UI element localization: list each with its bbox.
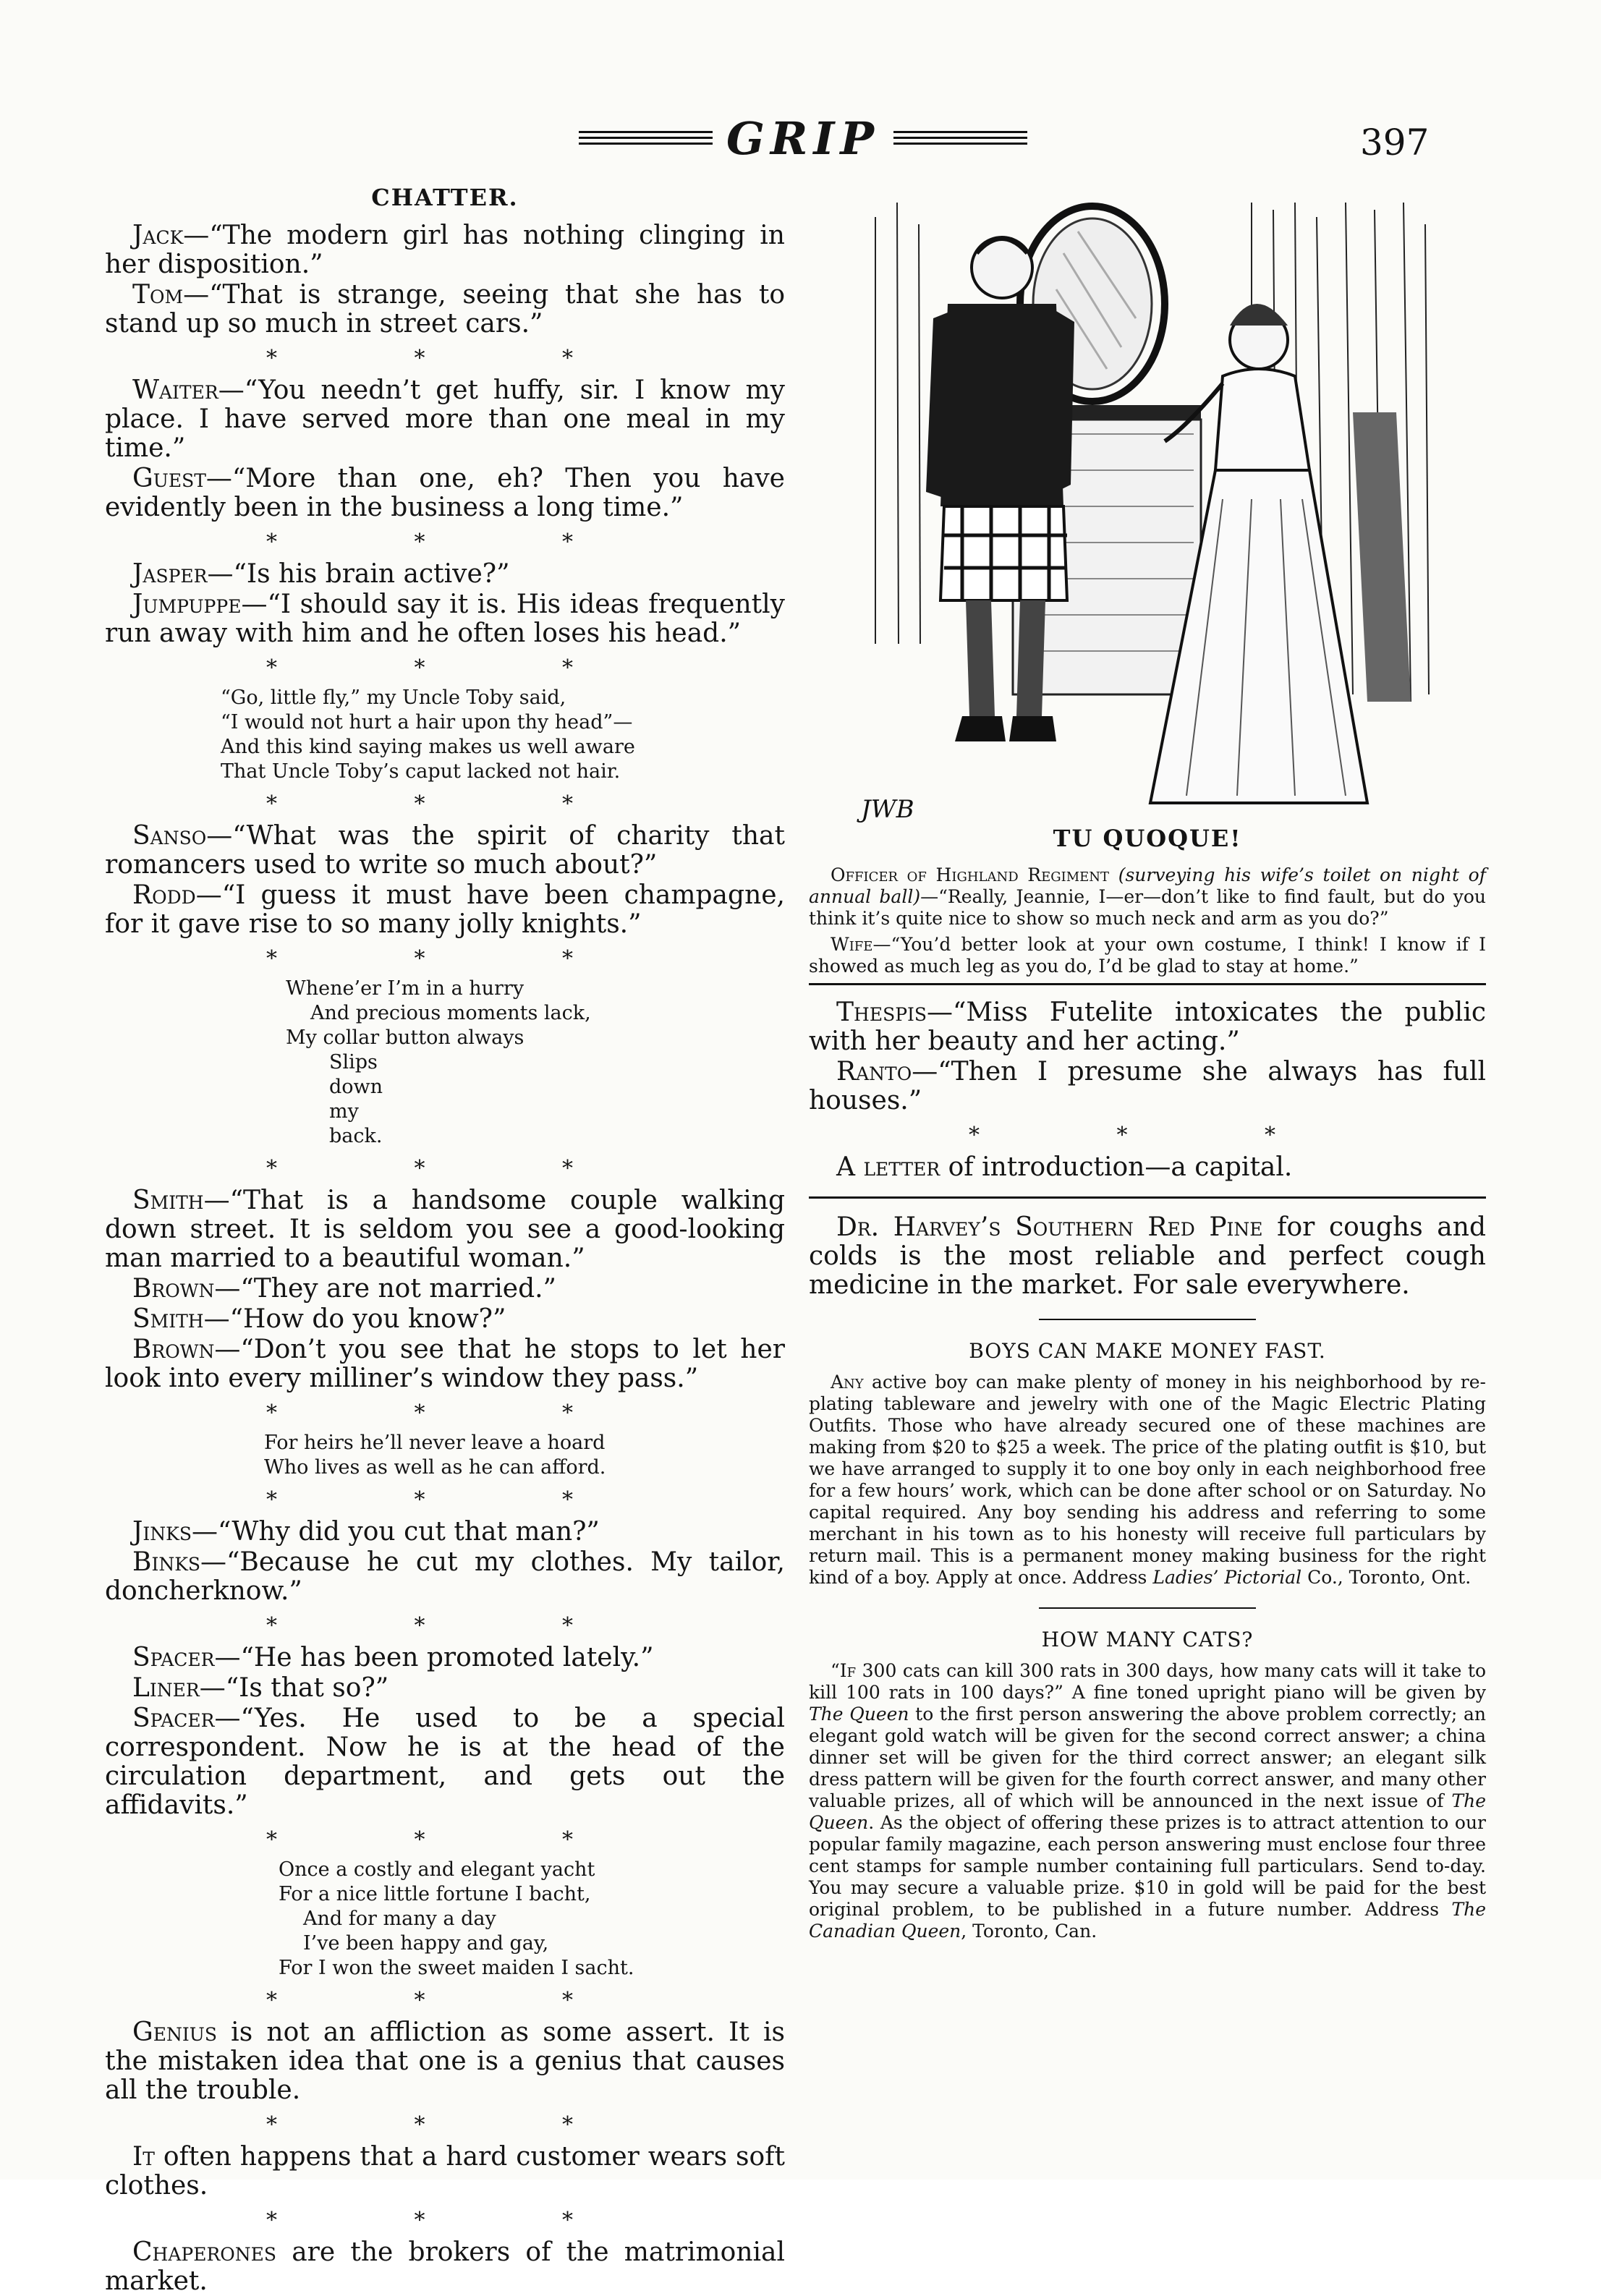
caption-text: —“Really, Jeannie, I—er—don’t like to find fault, but do you think it’s quite nice to show so much neck and arm as you do?”	[809, 886, 1486, 929]
ad-boys-heading: BOYS CAN MAKE MONEY FAST.	[969, 1339, 1326, 1363]
verse-line: my	[329, 1100, 359, 1123]
section-stars: * * *	[266, 655, 639, 681]
joke-liner	[105, 1674, 785, 1703]
section-stars: * * *	[266, 2208, 639, 2233]
joke-text: —“You needn’t get huffy, sir. I know my place. I have served more than one meal in my time.”	[105, 375, 785, 463]
lead-word: Any	[831, 1372, 864, 1393]
joke-jinks	[105, 1518, 785, 1547]
verse-line: “Go, little fly,” my Uncle Toby said,	[221, 686, 566, 709]
ad-text: to the first person answering the above problem correctly; an elegant gold watch will be given for the second correct answer; a china dinner set will be given for the third correct answer; an elegant silk dress pattern will be given for the fourth correct answer, and many other valuable prizes, all of which will be announced in the next issue of	[809, 1704, 1486, 1811]
joke-rodd	[105, 881, 785, 939]
joke-waiter	[105, 376, 785, 463]
section-stars: * * *	[968, 1123, 1341, 1148]
page-number: 397	[1360, 122, 1430, 163]
joke-text: often happens that a hard customer wears soft clothes.	[105, 2142, 785, 2201]
joke-sanso	[105, 822, 785, 880]
caption-text: —“You’d better look at your own costume, I think! I know if I showed as much leg as you do, I’d be glad to stay at home.”	[809, 934, 1486, 977]
joke-text: —“I guess it must have been champagne, for it gave rise to so many jolly knights.”	[105, 880, 785, 939]
joke-hard-customer	[105, 2143, 785, 2201]
verse-collar-button	[286, 977, 785, 1149]
section-stars: * * *	[266, 2112, 639, 2138]
left-column	[105, 174, 785, 2296]
section-stars: * * *	[266, 1487, 639, 1513]
stage-direction: (surveying his wife’s toilet on night of annual ball)	[809, 864, 1486, 907]
joke-letter	[809, 1153, 1486, 1182]
caption-wife-line	[809, 934, 1486, 977]
speaker-name: Brown	[132, 1335, 215, 1364]
artist-signature: JWB	[861, 795, 914, 824]
section-stars: * * *	[266, 946, 639, 971]
speaker-name: Smith	[132, 1186, 204, 1215]
verse-line: Whene’er I’m in a hurry	[286, 977, 525, 1000]
joke-text: —“Don’t you see that he stops to let her look into every milliner’s window they pass.”	[105, 1335, 785, 1393]
divider-rule	[1039, 1607, 1256, 1609]
joke-genius	[105, 2018, 785, 2105]
masthead-left-rules	[579, 131, 713, 148]
verse-uncle-toby	[221, 686, 785, 784]
joke-jasper	[105, 560, 785, 589]
speaker-name: Guest	[132, 464, 206, 493]
verse-heirs	[264, 1431, 785, 1480]
publication-name: The Queen	[809, 1704, 909, 1725]
speaker-name: Wife	[831, 934, 873, 955]
verse-line: “I would not hurt a hair upon thy head”—	[221, 711, 633, 734]
joke-text: —“I should say it is. His ideas frequently run away with him and he often loses his head.”	[105, 590, 785, 648]
section-stars: * * *	[266, 1613, 639, 1638]
lead-word: Chaperones	[132, 2237, 277, 2267]
joke-text: —“How do you know?”	[203, 1304, 506, 1334]
cartoon-title: TU QUOQUE!	[1053, 825, 1242, 852]
speaker-name: Jinks	[132, 1517, 192, 1547]
speaker-name: Brown	[132, 1274, 215, 1304]
speaker-name: Ranto	[836, 1057, 912, 1087]
ad-text: for coughs and colds is the most reliable and perfect cough medicine in the market. For sale everywhere.	[809, 1212, 1486, 1300]
ad-cats-heading: HOW MANY CATS?	[1041, 1628, 1254, 1651]
joke-jumpuppe	[105, 590, 785, 648]
cartoon-caption	[809, 864, 1486, 1947]
lead-word: It	[132, 2142, 155, 2172]
joke-text: —“He has been promoted lately.”	[214, 1643, 654, 1672]
joke-text: —“The modern girl has nothing clinging in her disposition.”	[105, 221, 785, 279]
joke-text: —“That is a handsome couple walking down street. It is seldom you see a good-looking man married to a beautiful woman.”	[105, 1186, 785, 1273]
caption-officer-line	[809, 864, 1486, 930]
joke-spacer	[105, 1644, 785, 1672]
section-stars: * * *	[266, 1988, 639, 2013]
divider-rule	[1039, 1319, 1256, 1320]
joke-guest	[105, 464, 785, 522]
chatter-heading: CHATTER.	[371, 184, 519, 211]
masthead-right-rules	[893, 131, 1027, 148]
joke-text: —“Because he cut my clothes. My tailor, doncherknow.”	[105, 1547, 785, 1606]
verse-yacht	[279, 1858, 785, 1981]
speaker-name: Thespis	[836, 998, 927, 1027]
speaker-name: Tom	[132, 280, 184, 310]
section-stars: * * *	[266, 1827, 639, 1853]
publication-name: The Queen	[809, 1790, 1486, 1833]
joke-ranto	[809, 1058, 1486, 1115]
joke-thespis	[809, 998, 1486, 1056]
ad-text: , Toronto, Can.	[961, 1921, 1097, 1942]
joke-smith	[105, 1186, 785, 1273]
speaker-name: Sanso	[132, 821, 207, 851]
verse-line: I’ve been happy and gay,	[303, 1932, 549, 1955]
joke-tom	[105, 281, 785, 339]
joke-text: are the brokers of the matrimonial market.	[105, 2237, 785, 2296]
ad-harvey-red-pine	[809, 1213, 1486, 1300]
ad-cats-body	[809, 1660, 1486, 1942]
joke-text: is not an affliction as some assert. It is the mistaken idea that one is a genius that causes all the trouble.	[105, 2017, 785, 2105]
speaker-name: Binks	[132, 1547, 201, 1577]
joke-text: —“What was the spirit of charity that romancers used to write so much about?”	[105, 821, 785, 880]
speaker-name: Spacer	[132, 1643, 215, 1672]
joke-text: —“Is his brain active?”	[207, 559, 510, 589]
verse-line: down	[329, 1076, 383, 1098]
speaker-name: Jack	[132, 221, 184, 250]
verse-line: For a nice little fortune I bacht,	[279, 1883, 591, 1905]
verse-line: For I won the sweet maiden I sacht.	[279, 1957, 634, 1979]
joke-brown-2	[105, 1335, 785, 1393]
speaker-name: Smith	[132, 1304, 204, 1334]
verse-line: And for many a day	[303, 1908, 496, 1930]
verse-line: Slips	[329, 1051, 378, 1073]
section-stars: * * *	[266, 1400, 639, 1426]
section-stars: * * *	[266, 346, 639, 371]
verse-line: My collar button always	[286, 1026, 525, 1049]
speaker-name: Officer of Highland Regiment	[831, 864, 1110, 885]
verse-line: For heirs he’ll never leave a hoard	[264, 1432, 606, 1454]
speaker-name: Rodd	[132, 880, 196, 910]
publication-name: Ladies’ Pictorial	[1152, 1567, 1302, 1588]
section-stars: * * *	[266, 530, 639, 555]
lead-word: Genius	[132, 2017, 217, 2047]
joke-text: —“Is that so?”	[199, 1673, 389, 1703]
cartoon-illustration	[846, 195, 1440, 832]
joke-text: —“They are not married.”	[214, 1274, 556, 1304]
joke-spacer-2	[105, 1704, 785, 1820]
verse-line: And precious moments lack,	[310, 1002, 591, 1024]
masthead	[564, 112, 1042, 170]
joke-text: —“Then I presume she always has full houses.”	[809, 1057, 1486, 1115]
section-stars: * * *	[266, 791, 639, 817]
ad-text: active boy can make plenty of money in his neighborhood by re-plating tableware and jewelry with one of the Magic Electric Plating Outfits. Those who have already secured one of these machines are making from $20 to $25 a week. The price of the plating outfit is $10, but we have arranged to supply it to one boy only in each neighborhood free for a few hours’ work, which can be done after school or on Saturday. No capital required. Any boy sending his address and referring to some merchant in his town as to his honesty will receive full particulars by return mail. This is a permanent money making business for the right kind of a boy. Apply at once. Address	[809, 1372, 1486, 1588]
masthead-title: GRIP	[726, 112, 880, 165]
speaker-name: Jasper	[132, 559, 208, 589]
ad-text: . As the object of offering these prizes is to attract attention to our popular family magazine, each person answering must enclose four three cent stamps for sample number containing full particulars. Send to-day. You may secure a valuable prize. $10 in gold will be paid for the best original problem, to be published in a future number. Address	[809, 1812, 1486, 1920]
joke-text: of introduction—a capital.	[940, 1152, 1293, 1182]
joke-binks	[105, 1548, 785, 1606]
verse-line: And this kind saying makes us well aware	[221, 736, 635, 758]
divider-rule	[809, 1196, 1486, 1199]
speaker-name: Jumpuppe	[132, 590, 242, 619]
verse-line: Once a costly and elegant yacht	[279, 1858, 595, 1881]
joke-smith-2	[105, 1305, 785, 1334]
speaker-name: Waiter	[132, 375, 218, 405]
lead-word: “If	[831, 1660, 857, 1681]
speaker-name: Spacer	[132, 1704, 215, 1733]
ad-boys-body	[809, 1372, 1486, 1589]
lead-word: Dr. Harvey’s Southern Red Pine	[836, 1212, 1263, 1242]
lead-word: A letter	[836, 1152, 940, 1182]
joke-text: —“That is strange, seeing that she has to stand up so much in street cars.”	[105, 280, 785, 339]
verse-line: Who lives as well as he can afford.	[264, 1456, 606, 1479]
speaker-name: Liner	[132, 1673, 200, 1703]
joke-chaperones	[105, 2238, 785, 2296]
publication-name: The Canadian Queen	[809, 1899, 1486, 1942]
joke-text: —“Yes. He used to be a special correspondent. Now he is at the head of the circulation department, and gets out the affidavits.”	[105, 1704, 785, 1820]
section-stars: * * *	[266, 1156, 639, 1181]
joke-text: —“Miss Futelite intoxicates the public with her beauty and her acting.”	[809, 998, 1486, 1056]
ad-text: Co., Toronto, Ont.	[1301, 1567, 1472, 1588]
joke-text: —“More than one, eh? Then you have evidently been in the business a long time.”	[105, 464, 785, 522]
joke-brown	[105, 1275, 785, 1304]
verse-line: That Uncle Toby’s caput lacked not hair.	[221, 760, 621, 783]
joke-text: —“Why did you cut that man?”	[192, 1517, 600, 1547]
ad-text: 300 cats can kill 300 rats in 300 days, how many cats will it take to kill 100 rats in 100 days?” A fine toned upright piano will be given by	[809, 1660, 1486, 1703]
verse-line: back.	[329, 1125, 383, 1147]
joke-jack	[105, 221, 785, 279]
